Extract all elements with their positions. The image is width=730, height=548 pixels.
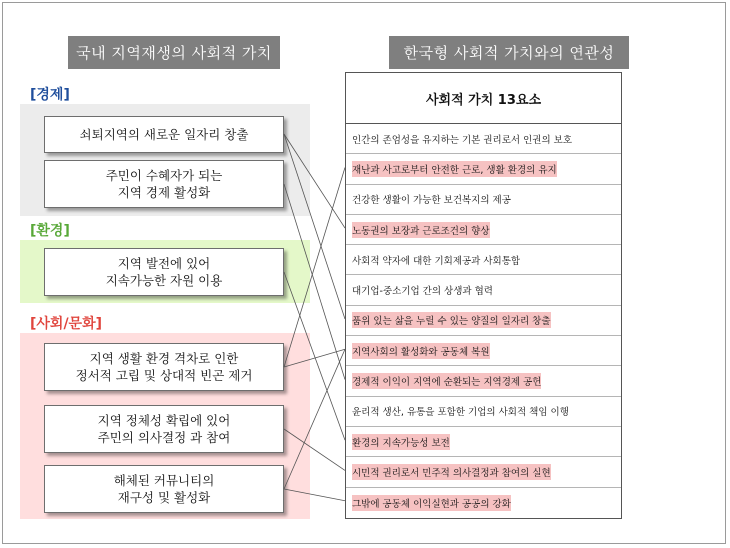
connector-line [284,134,345,319]
table-row [346,245,621,275]
connector-line [284,429,345,470]
table-row [346,215,621,245]
connector-line [284,489,345,501]
table-row [346,336,621,366]
table-row-text: 노동권의 보장과 근로조건의 향상 [352,222,490,238]
value-box-community-revival: 해체된 커뮤니티의 재구성 및 활성화 [44,465,284,513]
left-header: 국내 지역재생의 사회적 가치 [68,36,280,69]
table-row-text: 환경의 지속가능성 보전 [352,434,450,450]
table-row [346,154,621,184]
value-box-new-jobs: 쇠퇴지역의 새로운 일자리 창출 [44,116,284,153]
table-row-text: 품위 있는 삶을 누릴 수 있는 양질의 일자리 창출 [352,312,551,328]
table-row-text: 경제적 이익이 지역에 순환되는 지역경제 공헌 [352,373,541,389]
right-header: 한국형 사회적 가치와의 연관성 [389,36,629,69]
connector-line [284,272,345,440]
table-row-text: 인간의 존엄성을 유지하는 기본 권리로서 인권의 보호 [352,134,573,146]
table-row [346,306,621,336]
category-society: [사회/문화] [30,316,103,332]
table-row [346,275,621,305]
table-row [346,366,621,396]
table-title: 사회적 가치 13요소 [346,73,621,124]
table-row-text: 그밖에 공동체 이익실현과 공공의 강화 [352,495,511,511]
table-row [346,488,621,518]
table-row-text: 지역사회의 활성화와 공동체 복원 [352,343,490,359]
table-row [346,397,621,427]
table-row-text: 대기업-중소기업 간의 상생과 협력 [352,286,493,298]
table-row-text: 윤리적 생산, 유통을 포함한 기업의 사회적 책임 이행 [352,407,569,419]
connector-line [284,349,345,489]
connector-line [284,349,345,367]
value-box-sustainable-resources: 지역 발전에 있어 지속가능한 자원 이용 [44,248,284,296]
table-row [346,457,621,487]
table-row [346,427,621,457]
social-value-table [345,72,622,519]
table-row [346,124,621,154]
connector-line [284,167,345,367]
value-box-local-economy: 주민이 수혜자가 되는 지역 경제 활성화 [44,160,284,208]
table-row-text: 시민적 권리로서 민주적 의사결정과 참여의 실현 [352,464,551,480]
value-box-resident-participation: 지역 정체성 확립에 있어 주민의 의사결정 과 참여 [44,405,284,453]
table-row-text: 건강한 생활이 가능한 보건복지의 제공 [352,195,511,207]
category-economy: [경제] [30,87,70,103]
table-row-text: 사회적 약자에 대한 기회제공과 사회통합 [352,255,521,267]
table-row [346,185,621,215]
table-row-text: 재난과 사고로부터 안전한 근로, 생활 환경의 유지 [352,161,557,177]
value-box-isolation-poverty: 지역 생활 환경 격차로 인한 정서적 고립 및 상대적 빈곤 제거 [44,343,284,391]
category-environment: [환경] [30,223,70,239]
